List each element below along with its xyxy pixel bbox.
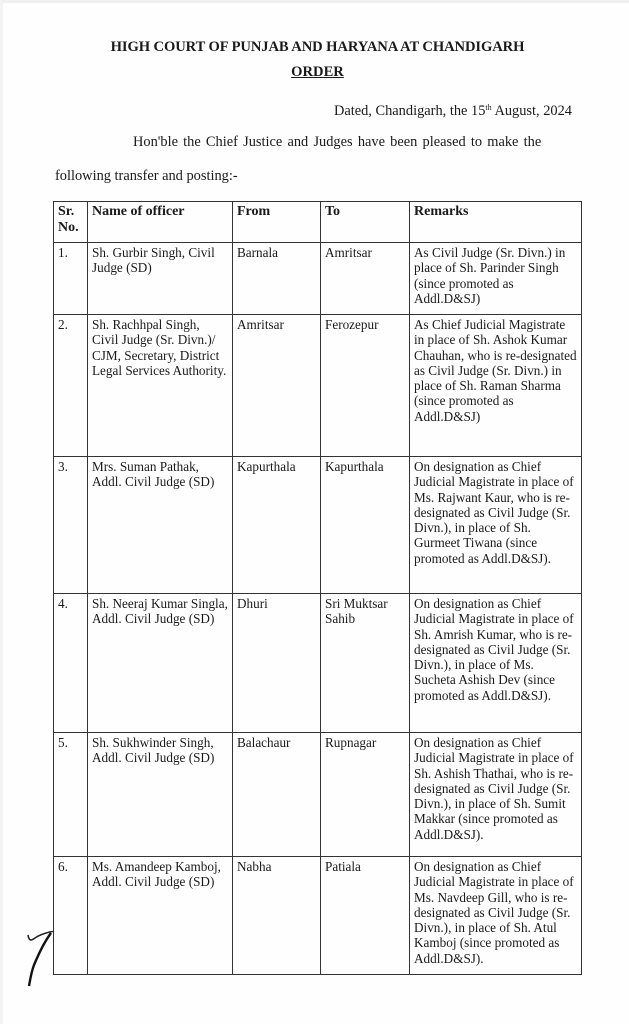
table-row — [54, 315, 582, 457]
cell-remarks: As Civil Judge (Sr. Divn.) in place of Sh. Parinder Singh (since promoted as Addl.D&SJ) — [410, 243, 582, 315]
cell-name: Sh. Rachhpal Singh, Civil Judge (Sr. Divn.)/ CJM, Secretary, District Legal Services Authority. — [88, 315, 233, 457]
cell-from: Barnala — [233, 243, 321, 315]
order-title: ORDER — [291, 64, 344, 80]
table-header-row — [54, 202, 582, 243]
column-header-remarks: Remarks — [410, 202, 582, 243]
cell-remarks: As Chief Judicial Magistrate in place of Sh. Ashok Kumar Chauhan, who is re-designated as Civil Judge (Sr. Divn.) in place of Sh. Raman Sharma (since promoted as Addl.D&SJ) — [410, 315, 582, 457]
cell-sr: 4. — [54, 594, 88, 733]
cell-remarks: On designation as Chief Judicial Magistrate in place of Sh. Ashish Thathai, who is re-designated as Civil Judge (Sr. Divn.), in place of Sh. Sumit Makkar (since promoted as Addl.D&SJ). — [410, 733, 582, 857]
intro-line-2: following transfer and posting:- — [55, 168, 238, 184]
transfer-table — [53, 201, 582, 975]
column-header-name: Name of officer — [88, 202, 233, 243]
cell-from: Balachaur — [233, 733, 321, 857]
column-header-to: To — [321, 202, 410, 243]
order-date — [334, 103, 572, 120]
cell-sr: 3. — [54, 457, 88, 594]
cell-remarks: On designation as Chief Judicial Magistrate in place of Ms. Navdeep Gill, who is re-designated as Civil Judge (Sr. Divn.), in place of Sh. Atul Kamboj (since promoted as Addl.D&SJ). — [410, 857, 582, 975]
cell-from: Nabha — [233, 857, 321, 975]
cell-sr: 5. — [54, 733, 88, 857]
cell-remarks: On designation as Chief Judicial Magistrate in place of Sh. Amrish Kumar, who is re-designated as Civil Judge (Sr. Divn.), in place of Ms. Sucheta Ashish Dev (since promoted as Addl.D&SJ). — [410, 594, 582, 733]
cell-to: Amritsar — [321, 243, 410, 315]
cell-sr: 1. — [54, 243, 88, 315]
cell-to: Ferozepur — [321, 315, 410, 457]
date-ordinal: th — [485, 103, 492, 112]
cell-from: Dhuri — [233, 594, 321, 733]
column-header-from: From — [233, 202, 321, 243]
cell-name: Sh. Gurbir Singh, Civil Judge (SD) — [88, 243, 233, 315]
cell-to: Rupnagar — [321, 733, 410, 857]
cell-to: Kapurthala — [321, 457, 410, 594]
table-row — [54, 594, 582, 733]
cell-sr: 2. — [54, 315, 88, 457]
cell-name: Ms. Amandeep Kamboj, Addl. Civil Judge (SD) — [88, 857, 233, 975]
cell-name: Sh. Neeraj Kumar Singla, Addl. Civil Judge (SD) — [88, 594, 233, 733]
handwritten-signature-mark — [21, 931, 57, 987]
cell-from: Amritsar — [233, 315, 321, 457]
table-row — [54, 733, 582, 857]
court-heading: HIGH COURT OF PUNJAB AND HARYANA AT CHANDIGARH — [110, 39, 525, 55]
cell-to: Patiala — [321, 857, 410, 975]
cell-to: Sri Muktsar Sahib — [321, 594, 410, 733]
intro-line-1: Hon'ble the Chief Justice and Judges have been pleased to make the — [133, 134, 542, 150]
cell-remarks: On designation as Chief Judicial Magistrate in place of Ms. Rajwant Kaur, who is re-designated as Civil Judge (Sr. Divn.), in place of Sh. Gurmeet Tiwana (since promoted as Addl.D&SJ). — [410, 457, 582, 594]
cell-name: Sh. Sukhwinder Singh, Addl. Civil Judge (SD) — [88, 733, 233, 857]
cell-from: Kapurthala — [233, 457, 321, 594]
table-row — [54, 857, 582, 975]
date-prefix: Dated, Chandigarh, the 15 — [333, 103, 486, 119]
table-row — [54, 457, 582, 594]
date-suffix: August, 2024 — [491, 103, 572, 119]
column-header-sr: Sr. No. — [54, 202, 88, 243]
table-row — [54, 243, 582, 315]
cell-sr: 6. — [54, 857, 88, 975]
cell-name: Mrs. Suman Pathak, Addl. Civil Judge (SD) — [88, 457, 233, 594]
